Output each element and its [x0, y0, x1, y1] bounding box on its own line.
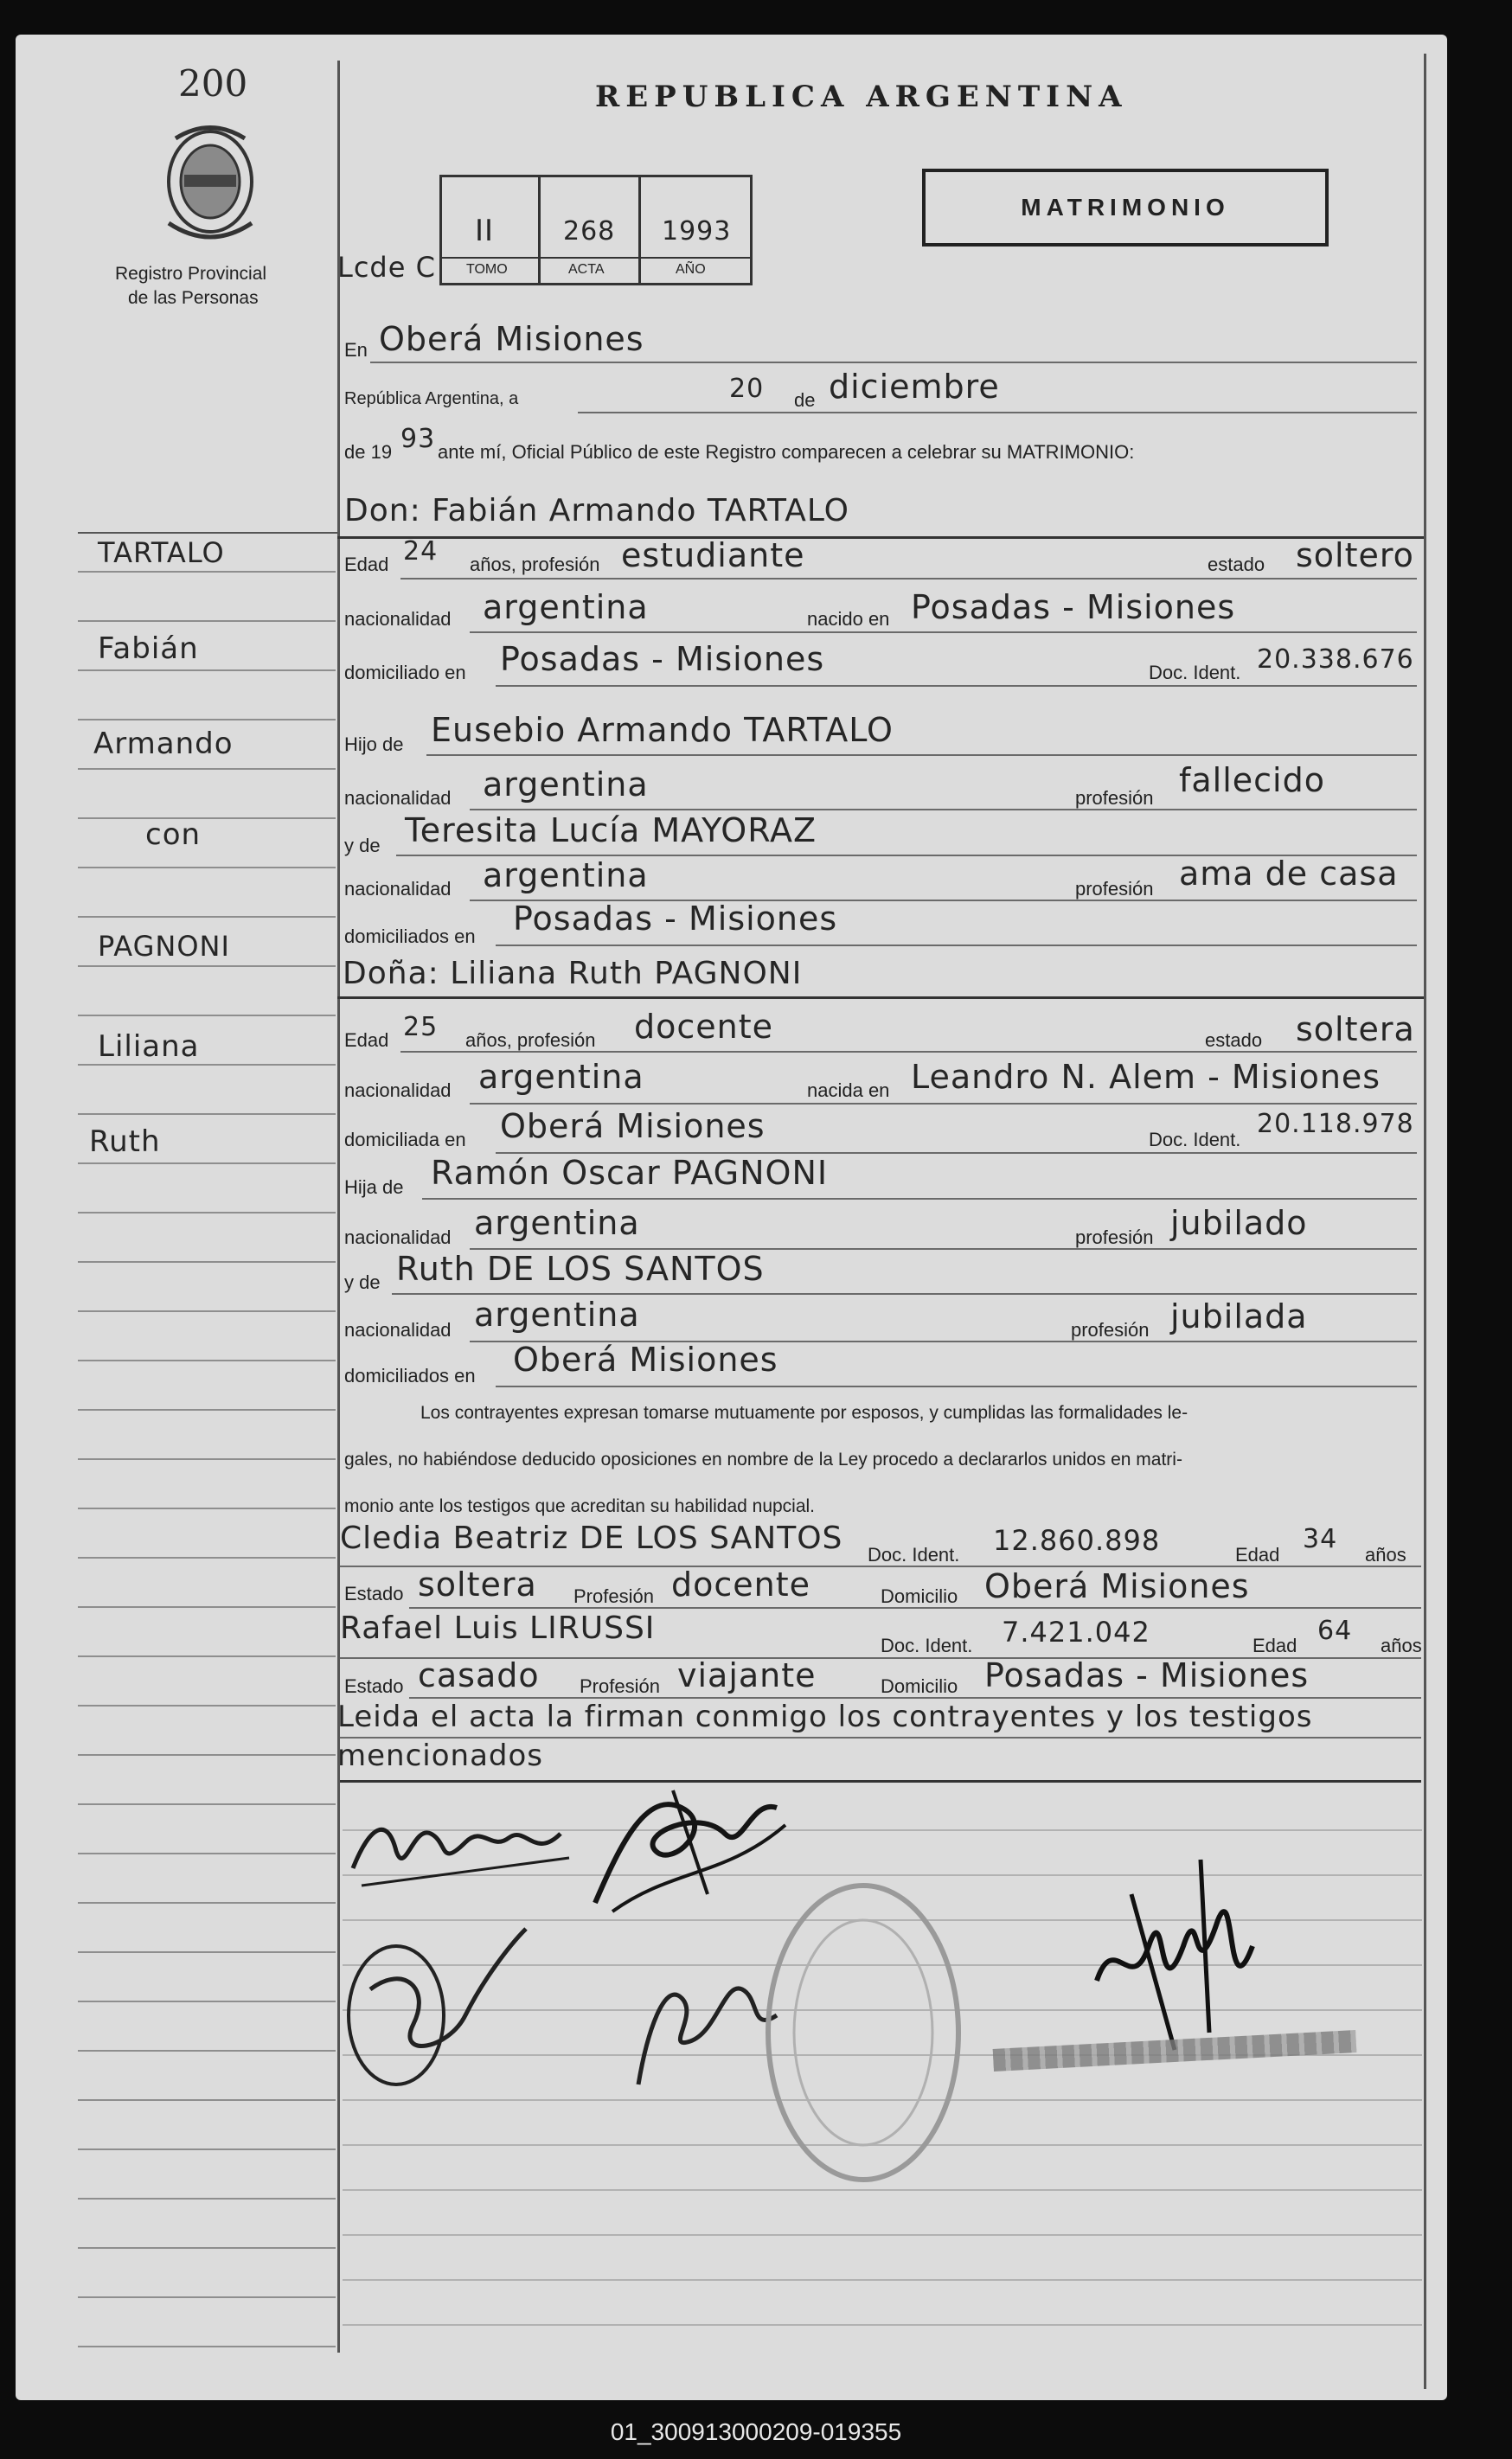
witness2-doc: 7.421.042: [1002, 1616, 1150, 1649]
rule: [470, 809, 1417, 810]
groom-estado-label: estado: [1208, 554, 1265, 575]
groom-doc: 20.338.676: [1257, 644, 1414, 675]
margin-rule: [78, 817, 336, 819]
rule: [578, 412, 1417, 413]
groom-domicile-label: domiciliado en: [344, 662, 466, 683]
margin-rule: [78, 1902, 336, 1904]
groom-father-label: Hijo de: [344, 733, 404, 755]
bride-parents-dom-label: domiciliados en: [344, 1365, 476, 1386]
ano-value: 1993: [662, 216, 732, 247]
rule: [470, 1103, 1417, 1105]
groom-nationality: argentina: [483, 588, 649, 626]
signature-rule: [343, 2189, 1422, 2191]
rule: [337, 536, 1424, 539]
bride-estado-label: estado: [1205, 1029, 1263, 1051]
rule: [400, 1051, 1417, 1053]
witness2-domicile: Posadas - Misiones: [984, 1656, 1310, 1694]
margin-rule: [78, 1705, 336, 1707]
bride-mother-prof-label: profesión: [1071, 1319, 1150, 1341]
ano-label: AÑO: [676, 262, 706, 277]
right-border-line: [1424, 54, 1426, 2389]
provincial-coat-of-arms-icon: [158, 121, 262, 251]
closing-line-2: mencionados: [337, 1739, 544, 1773]
groom-doc-label: Doc. Ident.: [1149, 662, 1241, 683]
margin-rule: [78, 916, 336, 918]
witness1-prof-label: Profesión: [573, 1585, 654, 1607]
archive-reference: 01_300913000209-019355: [610, 2418, 902, 2445]
acta-label: ACTA: [568, 262, 605, 277]
witness2-profession: viajante: [677, 1656, 817, 1694]
margin-rule: [78, 1113, 336, 1115]
margin-rule: [78, 1212, 336, 1213]
intro-month: diciembre: [829, 368, 1000, 406]
groom-mother: Teresita Lucía MAYORAZ: [405, 811, 817, 849]
bride-profession: docente: [634, 1008, 774, 1046]
groom-father-prof-label: profesión: [1075, 787, 1154, 809]
margin-rule: [78, 2247, 336, 2249]
witness1-civil-status: soltera: [418, 1566, 537, 1604]
bride-civil-status: soltera: [1296, 1010, 1415, 1048]
signature-groom: [344, 1790, 586, 1894]
rule: [496, 945, 1417, 946]
bride-father-profession: jubilado: [1170, 1204, 1308, 1242]
bride-doc-label: Doc. Ident.: [1149, 1129, 1241, 1150]
margin-surname-groom: TARTALO: [98, 536, 225, 569]
groom-father-nationality: argentina: [483, 765, 649, 804]
groom-anos-label: años, profesión: [470, 554, 600, 575]
margin-rule: [78, 867, 336, 868]
bride-name: Doña: Liliana Ruth PAGNONI: [343, 956, 803, 991]
margin-rule: [78, 1162, 336, 1164]
margin-rule: [78, 1458, 336, 1460]
rule: [337, 996, 1424, 999]
margin-rule: [78, 1557, 336, 1559]
bride-mother-label: y de: [344, 1271, 381, 1293]
margin-rule: [78, 1951, 336, 1953]
bride-doc: 20.118.978: [1257, 1109, 1414, 1139]
margin-rule: [78, 2099, 336, 2101]
official-seal-stamp: [759, 1877, 967, 2188]
margin-name-bride-1: Liliana: [98, 1029, 200, 1064]
bride-nacionalidad-label: nacionalidad: [344, 1079, 452, 1101]
margin-rule: [78, 1261, 336, 1263]
rule: [426, 754, 1417, 756]
intro-de-label: de: [794, 389, 816, 411]
rule: [340, 1780, 1421, 1783]
signature-rule: [343, 2234, 1422, 2236]
page-number: 200: [178, 62, 248, 105]
closing-line-1: Leida el acta la firman conmigo los contrayentes y los testigos: [337, 1700, 1313, 1734]
margin-rule: [78, 1015, 336, 1016]
witness2-civil-status: casado: [418, 1656, 540, 1694]
bride-anos-label: años, profesión: [465, 1029, 596, 1051]
witness1-age: 34: [1303, 1524, 1338, 1554]
tomo-acta-ano-box: [439, 175, 753, 285]
margin-name-groom-1: Fabián: [98, 631, 199, 666]
margin-rule: [78, 1655, 336, 1657]
intro-statement: ante mí, Oficial Público de este Registro comparecen a celebrar su MATRIMONIO:: [438, 441, 1135, 463]
signature-witness1: [336, 1911, 543, 2102]
witness2-prof-label: Profesión: [580, 1675, 660, 1697]
declaration-line-1: Los contrayentes expresan tomarse mutuamente por esposos, y cumplidas las formalidades le-: [420, 1403, 1188, 1423]
margin-rule: [78, 1310, 336, 1312]
intro-day: 20: [729, 374, 765, 404]
groom-mother-profession: ama de casa: [1179, 855, 1399, 893]
witness1-edad-label: Edad: [1235, 1544, 1280, 1566]
bride-mother-nat-label: nacionalidad: [344, 1319, 452, 1341]
witness2-edad-label: Edad: [1253, 1635, 1297, 1656]
bride-mother-nationality: argentina: [474, 1296, 640, 1334]
bride-nationality: argentina: [478, 1058, 644, 1096]
bride-domicile: Oberá Misiones: [500, 1107, 766, 1145]
margin-rule: [78, 1409, 336, 1411]
groom-civil-status: soltero: [1296, 536, 1414, 574]
bride-domicile-label: domiciliada en: [344, 1129, 466, 1150]
margin-rule: [78, 2346, 336, 2347]
left-column-separator: [78, 532, 337, 534]
intro-year-prefix: de 19: [344, 441, 393, 463]
witness2-age: 64: [1317, 1616, 1353, 1646]
bride-mother: Ruth DE LOS SANTOS: [396, 1250, 765, 1288]
margin-rule: [78, 2050, 336, 2052]
book-note: Lcde C: [337, 251, 436, 284]
groom-mother-prof-label: profesión: [1075, 878, 1154, 900]
rule: [400, 578, 1417, 580]
registry-name-line2: de las Personas: [128, 288, 259, 308]
bride-father-label: Hija de: [344, 1176, 404, 1198]
bride-edad-label: Edad: [344, 1029, 389, 1051]
act-type: MATRIMONIO: [1021, 194, 1230, 221]
rule: [470, 631, 1417, 633]
margin-rule: [78, 1360, 336, 1361]
bride-father: Ramón Oscar PAGNONI: [431, 1154, 829, 1192]
bride-father-nat-label: nacionalidad: [344, 1226, 452, 1248]
witness1-anos-label: años: [1365, 1544, 1406, 1566]
groom-name: Don: Fabián Armando TARTALO: [344, 493, 849, 528]
witness1-dom-label: Domicilio: [881, 1585, 958, 1607]
groom-father-nat-label: nacionalidad: [344, 787, 452, 809]
margin-rule: [78, 1754, 336, 1756]
witness1-doc: 12.860.898: [993, 1524, 1161, 1557]
bride-birthplace: Leandro N. Alem - Misiones: [911, 1058, 1381, 1096]
margin-rule: [78, 1803, 336, 1805]
groom-father: Eusebio Armando TARTALO: [431, 711, 894, 749]
bride-born-label: nacida en: [807, 1079, 890, 1101]
declaration-line-2: gales, no habiéndose deducido oposiciones en nombre de la Ley procedo a declararlos unidos en matri-: [344, 1450, 1182, 1470]
register-sheet: [16, 35, 1447, 2400]
margin-rule: [78, 965, 336, 967]
margin-rule: [78, 768, 336, 770]
margin-rule: [78, 2148, 336, 2150]
witness2-estado-label: Estado: [344, 1675, 404, 1697]
witness1-profession: docente: [671, 1566, 811, 1604]
groom-parents-domicile: Posadas - Misiones: [513, 900, 838, 938]
witness2-name: Rafael Luis LIRUSSI: [340, 1611, 656, 1646]
witness1-domicile: Oberá Misiones: [984, 1567, 1250, 1605]
margin-rule: [78, 2001, 336, 2002]
margin-name-bride-2: Ruth: [89, 1124, 161, 1159]
witness2-dom-label: Domicilio: [881, 1675, 958, 1697]
groom-domicile: Posadas - Misiones: [500, 640, 825, 678]
groom-mother-label: y de: [344, 835, 381, 856]
margin-rule: [78, 1606, 336, 1608]
groom-profession: estudiante: [621, 536, 805, 574]
margin-rule: [78, 669, 336, 671]
margin-rule: [78, 1064, 336, 1066]
margin-rule: [78, 2198, 336, 2200]
act-type-box: [922, 169, 1329, 247]
republic-title: REPUBLICA ARGENTINA: [595, 80, 1128, 114]
rule: [370, 362, 1417, 363]
intro-en-label: En: [344, 339, 368, 361]
margin-connector: con: [145, 817, 202, 852]
rule: [392, 1293, 1417, 1295]
witness1-doc-label: Doc. Ident.: [868, 1544, 960, 1566]
bride-parents-domicile: Oberá Misiones: [513, 1341, 778, 1379]
margin-rule: [78, 719, 336, 720]
groom-parents-dom-label: domiciliados en: [344, 925, 476, 947]
groom-nacionalidad-label: nacionalidad: [344, 608, 452, 630]
groom-mother-nationality: argentina: [483, 856, 649, 894]
rule: [409, 1607, 1421, 1609]
witness1-name: Cledia Beatriz DE LOS SANTOS: [340, 1521, 843, 1556]
registry-name-line1: Registro Provincial: [115, 264, 267, 284]
declaration-line-3: monio ante los testigos que acreditan su habilidad nupcial.: [344, 1496, 816, 1516]
margin-rule: [78, 2296, 336, 2298]
groom-edad-label: Edad: [344, 554, 389, 575]
margin-rule: [78, 1853, 336, 1854]
groom-mother-nat-label: nacionalidad: [344, 878, 452, 900]
intro-place: Oberá Misiones: [379, 320, 644, 358]
signature-rule: [343, 2324, 1422, 2326]
acta-value: 268: [563, 216, 616, 247]
witness2-doc-label: Doc. Ident.: [881, 1635, 973, 1656]
tomo-value: II: [475, 214, 495, 248]
bride-father-prof-label: profesión: [1075, 1226, 1154, 1248]
witness2-anos-label: años: [1381, 1635, 1422, 1656]
rule: [496, 685, 1417, 687]
intro-republica-label: República Argentina, a: [344, 389, 519, 408]
bride-father-nationality: argentina: [474, 1204, 640, 1242]
signature-official: [1080, 1842, 1270, 2067]
groom-age: 24: [403, 536, 439, 567]
margin-rule: [78, 1508, 336, 1509]
bride-age: 25: [403, 1012, 439, 1042]
groom-father-profession: fallecido: [1179, 761, 1325, 799]
rule: [409, 1697, 1421, 1699]
rule: [422, 1198, 1417, 1200]
rule: [496, 1386, 1417, 1387]
signature-rule: [343, 2279, 1422, 2281]
margin-surname-bride: PAGNONI: [98, 930, 230, 963]
groom-birthplace: Posadas - Misiones: [911, 588, 1236, 626]
margin-name-groom-2: Armando: [93, 727, 234, 761]
bride-mother-profession: jubilada: [1170, 1297, 1308, 1335]
intro-year-suffix: 93: [400, 424, 436, 454]
groom-born-label: nacido en: [807, 608, 890, 630]
tomo-label: TOMO: [466, 262, 508, 277]
witness1-estado-label: Estado: [344, 1583, 404, 1604]
margin-rule: [78, 620, 336, 622]
margin-rule: [78, 571, 336, 573]
